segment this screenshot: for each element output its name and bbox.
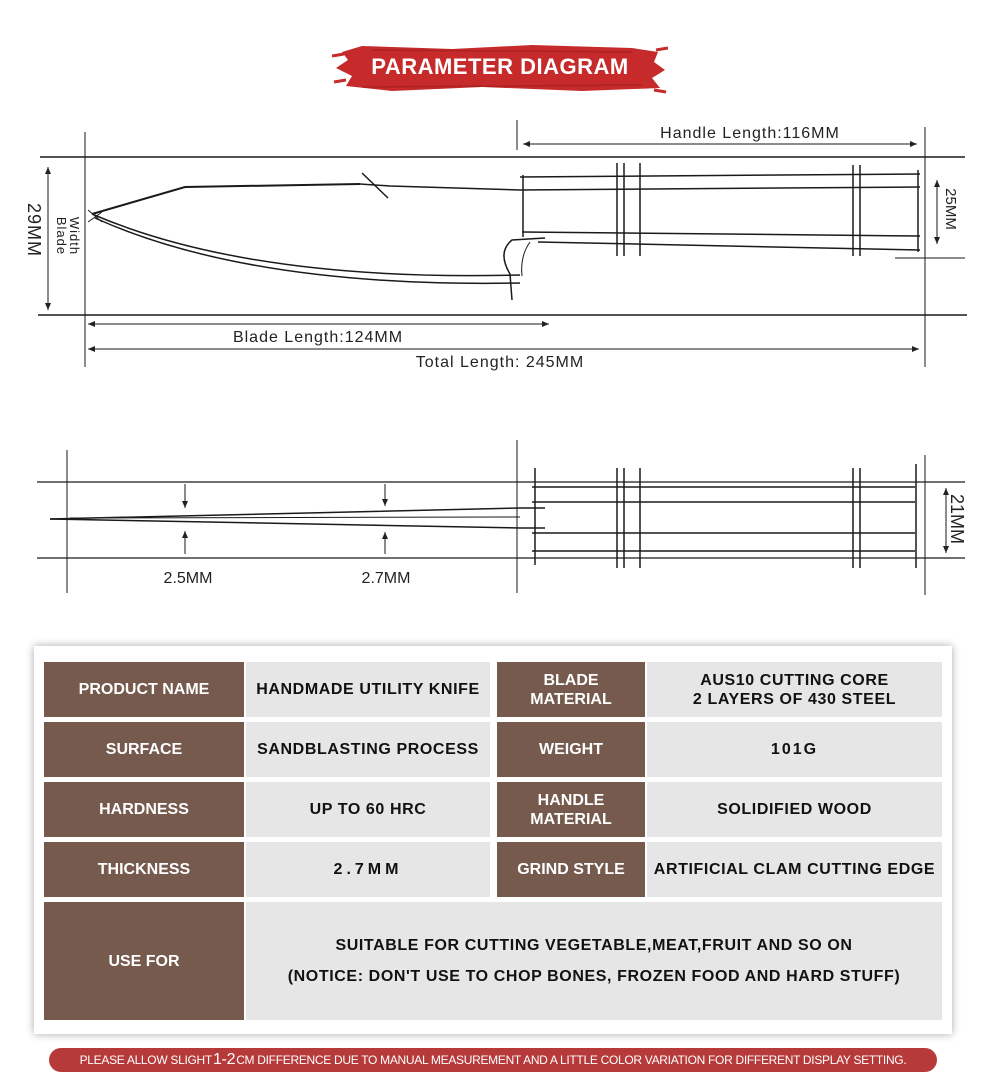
notice-text-range: 1-2 [212,1051,236,1068]
total-length-label: Total Length: 245MM [415,354,585,371]
handle-thickness-label: 21MM [947,493,967,545]
hardness-value: UP TO 60 HRC [246,782,490,837]
blade-width-value: 29MM [24,202,44,258]
weight-value: 101G [647,722,942,777]
grind-style-value: ARTIFICIAL CLAM CUTTING EDGE [647,842,942,897]
side-view [38,120,967,367]
weight-label: WEIGHT [497,722,645,777]
use-for-label: USE FOR [44,902,244,1020]
handle-height-label: 25MM [942,188,959,230]
handle-material-value: SOLIDIFIED WOOD [647,782,942,837]
blade-material-label: BLADE MATERIAL [497,662,645,717]
handle-length-label: Handle Length:116MM [660,125,840,142]
measurement-notice [49,1048,937,1072]
use-for-value-line2: (NOTICE: DON'T USE TO CHOP BONES, FROZEN FOOD AND HARD STUFF) [287,968,901,985]
handle-material-label: HANDLE MATERIAL [497,782,645,837]
surface-value: SANDBLASTING PROCESS [246,722,490,777]
notice-text-part2: CM DIFFERENCE DUE TO MANUAL MEASUREMENT AND A LITTLE COLOR VARIATION FOR DIFFERENT DISPLAY SETTING. [236,1053,907,1067]
blade-material-value-line2: 2 LAYERS OF 430 STEEL [692,690,897,708]
blade-material-value [647,662,942,717]
product-name-value: HANDMADE UTILITY KNIFE [246,662,490,717]
thickness-tip-label: 2.5MM [163,570,213,587]
thickness-label: THICKNESS [44,842,244,897]
surface-label: SURFACE [44,722,244,777]
use-for-value-line1: SUITABLE FOR CUTTING VEGETABLE,MEAT,FRUIT AND SO ON [335,937,853,954]
hardness-label: HARDNESS [44,782,244,837]
blade-width-label-line1: Blade [54,216,69,256]
spec-table [34,646,952,1034]
use-for-value [246,902,942,1020]
thickness-value: 2.7MM [246,842,490,897]
blade-width-label-line2: Width [67,216,82,256]
thickness-spine-label: 2.7MM [361,570,411,587]
product-name-label: PRODUCT NAME [44,662,244,717]
page-title: PARAMETER DIAGRAM [371,54,629,79]
notice-text-part1: PLEASE ALLOW SLIGHT [79,1053,212,1067]
blade-length-label: Blade Length:124MM [232,329,404,346]
blade-material-value-line1: AUS10 CUTTING CORE [700,671,889,689]
grind-style-label: GRIND STYLE [497,842,645,897]
